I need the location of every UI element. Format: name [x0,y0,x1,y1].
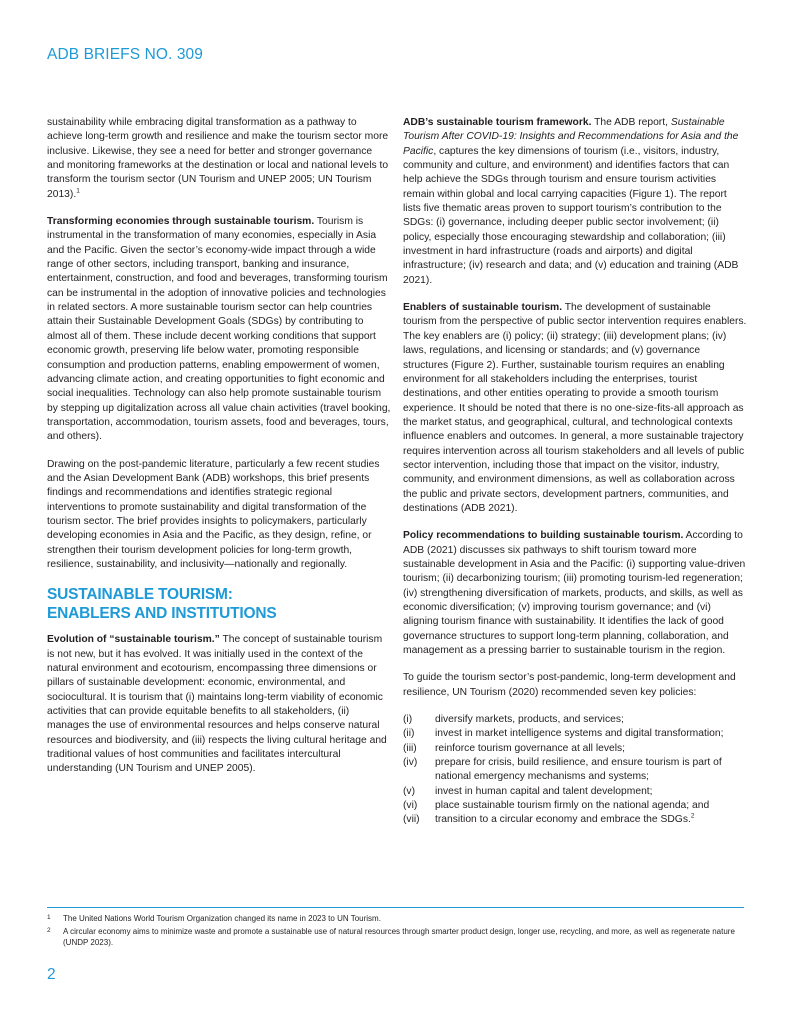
paragraph: Transforming economies through sustainable tourism. Tourism is instrumental in the transformation of many economies, especially in Asia and the Pacific. Given the sector’s economy-wide impact through a wide range of other sectors, including transport, banking and insurance, entertainment, construction, and food and beverages, transforming tourism can be instrumental in the adoption of innovative policies and technologies in related sectors. A more sustainable tourism sector can help countries attain their Sustainable Development Goals (SDGs) by contributing to almost all of them. These include decent working conditions that support economic growth, preserving life below water, promoting responsible consumption and production patterns, enabling empowerment of women, advancing climate action, and creating opportunities to fight economic and social inequalities. Technology can also help promote sustainable tourism by stepping up digitalization across all value chain activities (travel booking, transportation, accommodation, tourism assets, food and beverages, tours, and others). [47,216,391,443]
footnote: 1 The United Nations World Tourism Organization changed its name in 2023 to UN Tourism. [47,914,381,923]
list-item: (i) diversify markets, products, and services; [403,714,624,726]
list-item: (vii) transition to a circular economy and embrace the SDGs.$^2$ [403,813,695,826]
list-item: (vi) place sustainable tourism firmly on the national agenda; and [403,800,710,812]
footnote-ref[interactable]: 1 [76,187,80,195]
policy-list [403,713,747,828]
brief-header: ADB BRIEFS NO. 309 [47,46,203,63]
paragraph-lead: ADB’s sustainable tourism framework. [403,117,592,128]
list-item: (iii) reinforce tourism governance at all levels; [403,742,626,754]
footnotes [47,913,747,950]
right-column [403,116,747,828]
list-item: (v) invest in human capital and talent development; [403,785,653,797]
paragraph-lead: Evolution of “sustainable tourism.” [47,634,220,646]
list-item: (ii) invest in market intelligence systems and digital transformation; [403,728,724,740]
footnote: 2 A circular economy aims to minimize waste and promote a sustainable use of natural resources through smarter product design, longer use, recycling, and more, as well as regenerate nature (UNDP 2023). [47,927,735,947]
page-number: 2 [47,966,56,983]
section-title: SUSTAINABLE TOURISM: ENABLERS AND INSTITUTIONS [47,586,277,623]
left-column [47,116,391,790]
paragraph: ADB’s sustainable tourism framework. The ADB report, Sustainable Tourism After COVID-19: Insights and Recommendations for Asia and the Pacific, captures the key dimensions of tourism (i.e., visitors, industry, community and culture, and environment) and identifies factors that can help achieve the SDGs through tourism and ensure tourism activities remain within global and local carrying capacities (Figure 1). The report lists five thematic areas proven to support tourism’s contribution to the SDGs: (i) governance, including deeper public sector involvement; (ii) policy, especially those encouraging stewardship and collaboration; (iii) investment in hard infrastructure (roads and airports) and digital infrastructure; (iv) research and data; and (v) education and training (ADB 2021). [403,117,739,286]
footnote-ref[interactable]: 2 [690,813,695,821]
list-item: (iv) prepare for crisis, build resilience, and ensure tourism is part of national emergency mechanisms and systems; [403,757,722,783]
paragraph: sustainability while embracing digital transformation as a pathway to achieve long-term growth and resilience and make the tourism sector more inclusive. Likewise, they see a need for better and stronger governance and monitoring frameworks at the destination or local and national levels to transform the tourism sector (UN Tourism and UNEP 2005; UN Tourism 2013).$^1$ [47,117,389,200]
report-title: Sustainable Tourism After COVID-19: Insights and Recommendations for Asia and the Pacific [403,117,739,157]
paragraph: Drawing on the post-pandemic literature, particularly a few recent studies and the Asian Development Bank (ADB) workshops, this brief presents findings and recommendations and identifies strategic regional interventions to promote sustainability and digital transformation of the tourism sector. The brief provides insights to policymakers, particularly developing economies in Asia and the Pacific, as they design, refine, or strengthen their tourism development policies for long-term growth, resilience, sustainability, and inclusivity—nationally and regionally. [47,458,380,570]
paragraph: Policy recommendations to building sustainable tourism. According to ADB (2021) discusses six pathways to shift tourism toward more sustainable development in Asia and the Pacific: (i) supporting value-driven tourism; (ii) decarbonizing tourism; (iii) promoting tourism-led regeneration; (iv) strengthening diversification of markets, products, and skills, as well as economic diversification; (v) improving tourism governance; and (vi) aligning tourism finance with sustainability. It identifies the lack of good governance structures to support long-term planning, collaboration, and management as a pressing barrier to sustainable tourism in the region. [403,530,746,657]
paragraph: To guide the tourism sector’s post-pandemic, long-term development and resilience, UN Tourism (2020) recommended seven key policies: [403,672,736,698]
paragraph: Enablers of sustainable tourism. The development of sustainable tourism from the perspective of public sector intervention requires enablers. The key enablers are (i) policy; (ii) strategy; (iii) development plans; (iv) laws, regulations, and licensing or standards; and (v) governance structures (Figure 2). Further, sustainable tourism requires an enabling environment for all stakeholders including the enterprises, tourist destinations, and other entities operating to provide a smooth tourism experience. It should be noted that there is no one-size-fits-all approach as the market status, and geographical, cultural, and technological contexts influence enablers and outcomes. In general, a more sustainable trajectory requires intervention across all tourism stakeholders and all levels of public sector intervention, including those that impact on the visitor, industry, community, and environment dimensions, as well as collaboration across the public and private sectors, development partners, communities, and destinations (ADB 2021). [403,302,747,514]
paragraph-lead: Transforming economies through sustainable tourism. [47,216,315,228]
paragraph: Evolution of “sustainable tourism.” The concept of sustainable tourism is not new, but it has evolved. It was initially used in the context of the natural environment and ecotourism, encompassing three dimensions or pillars of sustainable development: economic, environmental, and sociocultural. It is tourism that (i) maintains long-term viability of economic activities that can provide equitable benefits to all stakeholders, (ii) manages the use of environmental resources and helps conserve natural resources and biodiversity, and (iii) respects the living cultural heritage and traditional values of host communities and facilitates intercultural understanding (UN Tourism and UNEP 2005). [47,634,387,775]
paragraph-lead: Enablers of sustainable tourism. [403,302,563,314]
paragraph-lead: Policy recommendations to building sustainable tourism. [403,530,684,542]
footnote-divider [47,907,744,908]
